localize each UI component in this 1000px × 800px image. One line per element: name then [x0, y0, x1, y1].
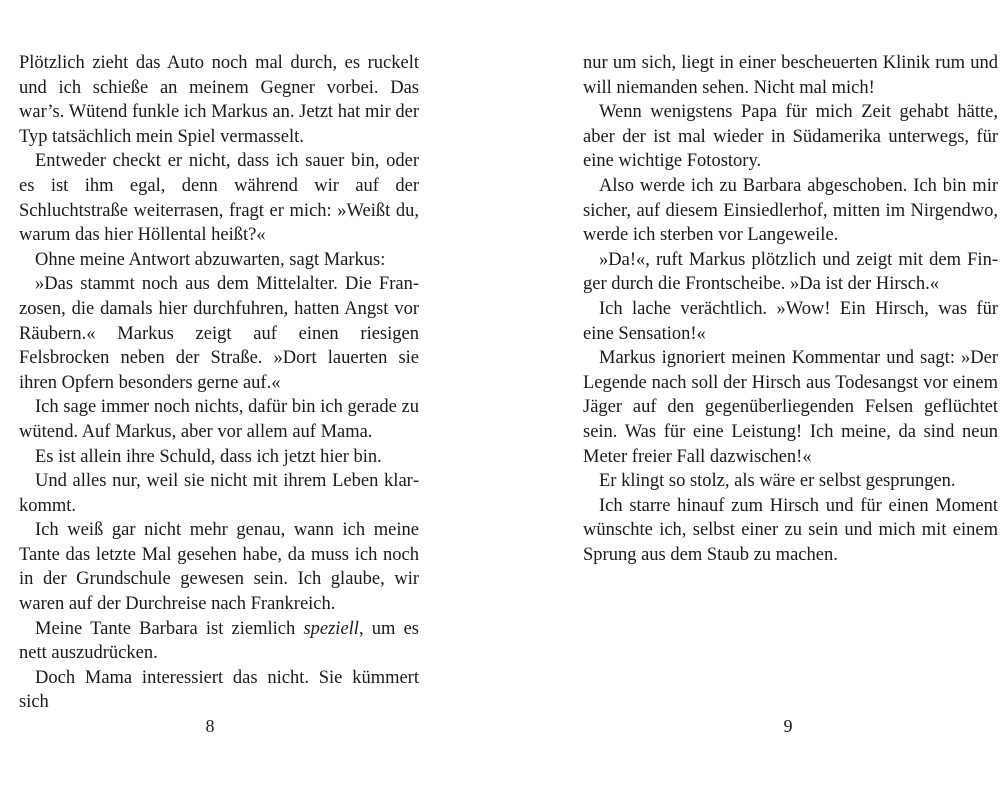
paragraph: »Das stammt noch aus dem Mittelalter. Die Franzosen, die damals hier durchfuhren, hatten Angst vor Räubern.« Markus zeigt auf einen riesigen Felsbrocken neben der Straße. »Dort lauerten sie ihren Opfern besonders gerne auf.« [19, 274, 419, 393]
paragraph: Ohne meine Antwort abzuwarten, sagt Markus: [35, 249, 386, 270]
paragraph: Ich lache verächtlich. »Wow! Ein Hirsch, was für eine Sensation!« [583, 298, 998, 344]
paragraph: Ich starre hinauf zum Hirsch und für einen Moment wünschte ich, selbst einer zu sein und mich mit einem Sprung aus dem Staub zu machen. [583, 495, 998, 565]
right-page [500, 0, 1000, 800]
paragraph: Plötzlich zieht das Auto noch mal durch, es ruckelt und ich schieße an meinem Gegner vorbei. Das war’s. Wütend funkle ich Markus an. Jetzt hat mir der Typ tatsächlich mein Spiel vermasselt. [19, 53, 419, 147]
paragraph: Wenn wenigstens Papa für mich Zeit gehabt hätte, aber der ist mal wieder in Südamerika unterwegs, für eine wichtige Fotostory. [583, 102, 998, 172]
paragraph: Es ist allein ihre Schuld, dass ich jetzt hier bin. [35, 446, 382, 467]
text-run: , um es nett auszudrücken. [19, 618, 419, 664]
paragraph: Er klingt so stolz, als wäre er selbst gesprungen. [599, 471, 956, 492]
paragraph: Entweder checkt er nicht, dass ich sauer bin, oder es ist ihm egal, denn während wir auf der Schluchtstraße weiterrasen, fragt er mich: »Weißt du, warum das hier Höllental heißt?« [19, 151, 419, 246]
left-page-text [19, 51, 419, 715]
emphasized-word: speziell [303, 618, 359, 639]
text-run: Meine Tante Barbara ist ziemlich [35, 618, 304, 639]
paragraph: Markus ignoriert meinen Kommentar und sagt: »Der Legende nach soll der Hirsch aus Todesangst vor einem Jäger auf den gegenüberliegenden Felsen geflüchtet sein. Was für eine Leistung! Ich meine, da sind neun Meter freier Fall dazwischen!« [583, 348, 998, 467]
paragraph: »Da!«, ruft Markus plötzlich und zeigt mit dem Finger durch die Frontscheibe. »Da ist der Hirsch.« [583, 249, 998, 295]
page-number: 9 [783, 716, 793, 736]
paragraph-with-emphasis [19, 617, 419, 666]
right-page-text [583, 51, 998, 567]
paragraph: Doch Mama interessiert das nicht. Sie kümmert sich [19, 667, 419, 713]
paragraph: Und alles nur, weil sie nicht mit ihrem Leben klarkommt. [19, 471, 419, 516]
paragraph: Also werde ich zu Barbara abgeschoben. Ich bin mir sicher, auf diesem Einsiedlerhof, mitten im Nirgendwo, werde ich sterben vor Langeweile. [583, 175, 998, 246]
paragraph-continuation: nur um sich, liegt in einer bescheuerten Klinik rum und will niemanden sehen. Nicht mal mich! [583, 53, 998, 98]
paragraph: Ich sage immer noch nichts, dafür bin ich gerade zu wütend. Auf Markus, aber vor allem auf Mama. [19, 397, 419, 442]
paragraph: Ich weiß gar nicht mehr genau, wann ich meine Tante das letzte Mal gesehen habe, da muss ich noch in der Grundschule gewesen sein. Ich glaube, wir waren auf der Durchreise nach Frankreich. [19, 520, 419, 615]
page-number: 8 [205, 716, 215, 736]
